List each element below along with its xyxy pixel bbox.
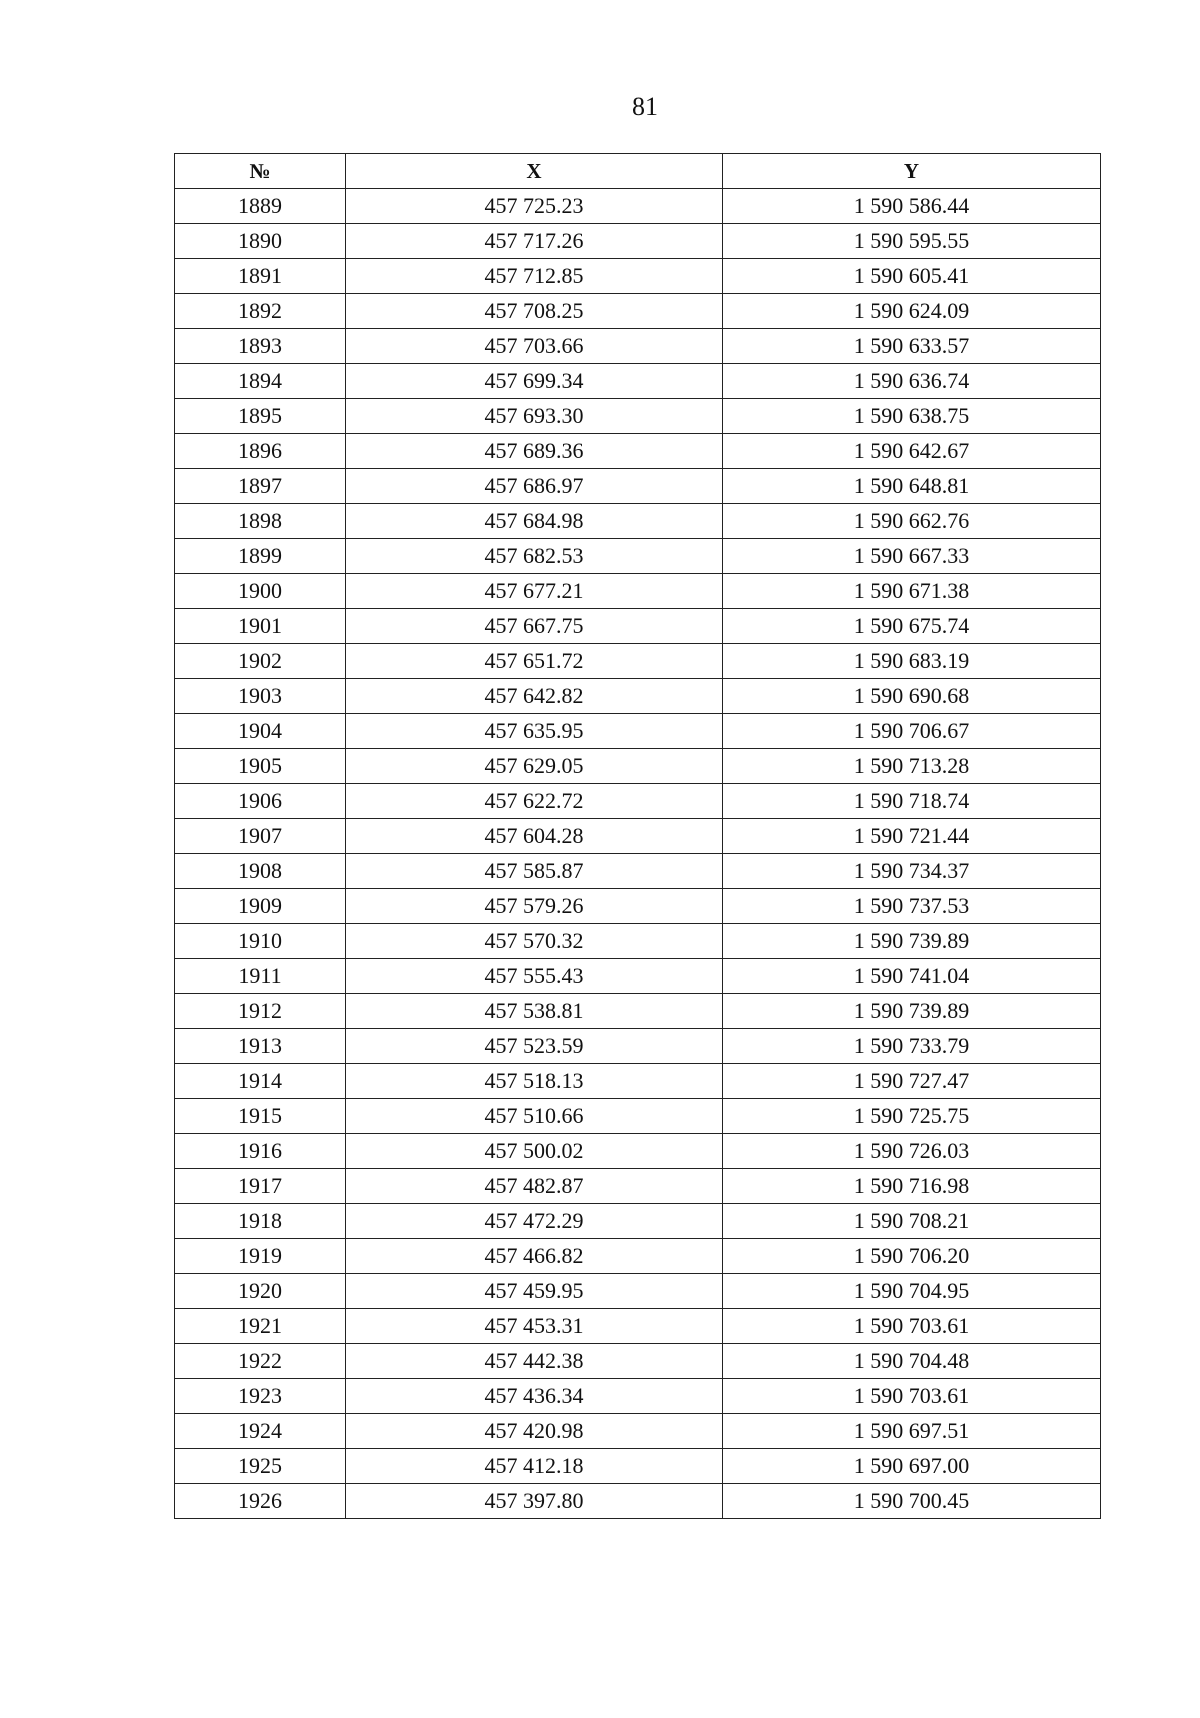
table-row (175, 644, 1101, 679)
cell-y: 1 590 706.20 (723, 1239, 1101, 1274)
column-header-y: Y (723, 154, 1101, 189)
cell-y: 1 590 675.74 (723, 609, 1101, 644)
cell-y: 1 590 595.55 (723, 224, 1101, 259)
cell-number: 1911 (175, 959, 346, 994)
cell-x: 457 622.72 (346, 784, 723, 819)
cell-number: 1918 (175, 1204, 346, 1239)
cell-y: 1 590 703.61 (723, 1379, 1101, 1414)
table-row (175, 714, 1101, 749)
cell-number: 1921 (175, 1309, 346, 1344)
cell-number: 1903 (175, 679, 346, 714)
cell-y: 1 590 624.09 (723, 294, 1101, 329)
table-row (175, 189, 1101, 224)
cell-y: 1 590 703.61 (723, 1309, 1101, 1344)
table-row (175, 854, 1101, 889)
cell-x: 457 689.36 (346, 434, 723, 469)
cell-x: 457 500.02 (346, 1134, 723, 1169)
cell-number: 1909 (175, 889, 346, 924)
cell-y: 1 590 718.74 (723, 784, 1101, 819)
cell-number: 1910 (175, 924, 346, 959)
table-row (175, 609, 1101, 644)
cell-number: 1914 (175, 1064, 346, 1099)
cell-x: 457 570.32 (346, 924, 723, 959)
table-row (175, 959, 1101, 994)
table-row (175, 749, 1101, 784)
cell-x: 457 482.87 (346, 1169, 723, 1204)
cell-x: 457 412.18 (346, 1449, 723, 1484)
table-row (175, 1274, 1101, 1309)
cell-y: 1 590 648.81 (723, 469, 1101, 504)
table-row (175, 784, 1101, 819)
cell-number: 1919 (175, 1239, 346, 1274)
table-row (175, 1344, 1101, 1379)
table-row (175, 1169, 1101, 1204)
table-row (175, 329, 1101, 364)
cell-y: 1 590 737.53 (723, 889, 1101, 924)
cell-number: 1922 (175, 1344, 346, 1379)
cell-number: 1905 (175, 749, 346, 784)
table-header-row (175, 154, 1101, 189)
table-row (175, 259, 1101, 294)
table-row (175, 539, 1101, 574)
cell-x: 457 682.53 (346, 539, 723, 574)
cell-number: 1920 (175, 1274, 346, 1309)
cell-y: 1 590 704.48 (723, 1344, 1101, 1379)
coordinates-table (174, 153, 1101, 1519)
cell-y: 1 590 721.44 (723, 819, 1101, 854)
table-row (175, 1134, 1101, 1169)
cell-x: 457 397.80 (346, 1484, 723, 1519)
cell-number: 1899 (175, 539, 346, 574)
cell-number: 1913 (175, 1029, 346, 1064)
cell-y: 1 590 716.98 (723, 1169, 1101, 1204)
table-row (175, 1414, 1101, 1449)
cell-x: 457 420.98 (346, 1414, 723, 1449)
cell-y: 1 590 662.76 (723, 504, 1101, 539)
cell-number: 1898 (175, 504, 346, 539)
cell-y: 1 590 667.33 (723, 539, 1101, 574)
cell-x: 457 651.72 (346, 644, 723, 679)
cell-number: 1891 (175, 259, 346, 294)
cell-number: 1915 (175, 1099, 346, 1134)
table-row (175, 679, 1101, 714)
table-row (175, 924, 1101, 959)
table-row (175, 1484, 1101, 1519)
cell-x: 457 604.28 (346, 819, 723, 854)
cell-number: 1893 (175, 329, 346, 364)
cell-number: 1924 (175, 1414, 346, 1449)
cell-y: 1 590 683.19 (723, 644, 1101, 679)
cell-number: 1904 (175, 714, 346, 749)
cell-number: 1889 (175, 189, 346, 224)
table-row (175, 1204, 1101, 1239)
cell-number: 1900 (175, 574, 346, 609)
cell-x: 457 712.85 (346, 259, 723, 294)
cell-x: 457 699.34 (346, 364, 723, 399)
cell-x: 457 708.25 (346, 294, 723, 329)
table-row (175, 399, 1101, 434)
cell-y: 1 590 741.04 (723, 959, 1101, 994)
cell-number: 1902 (175, 644, 346, 679)
cell-number: 1912 (175, 994, 346, 1029)
table-row (175, 434, 1101, 469)
cell-y: 1 590 739.89 (723, 924, 1101, 959)
cell-number: 1906 (175, 784, 346, 819)
table-row (175, 574, 1101, 609)
table-row (175, 469, 1101, 504)
cell-x: 457 629.05 (346, 749, 723, 784)
table-row (175, 294, 1101, 329)
cell-number: 1917 (175, 1169, 346, 1204)
cell-x: 457 436.34 (346, 1379, 723, 1414)
cell-x: 457 703.66 (346, 329, 723, 364)
cell-number: 1908 (175, 854, 346, 889)
cell-x: 457 635.95 (346, 714, 723, 749)
table-row (175, 819, 1101, 854)
cell-x: 457 684.98 (346, 504, 723, 539)
cell-y: 1 590 725.75 (723, 1099, 1101, 1134)
cell-y: 1 590 633.57 (723, 329, 1101, 364)
cell-number: 1894 (175, 364, 346, 399)
table-row (175, 1029, 1101, 1064)
cell-number: 1892 (175, 294, 346, 329)
cell-y: 1 590 713.28 (723, 749, 1101, 784)
table-row (175, 364, 1101, 399)
cell-number: 1925 (175, 1449, 346, 1484)
cell-y: 1 590 638.75 (723, 399, 1101, 434)
column-header-number: № (175, 154, 346, 189)
cell-y: 1 590 642.67 (723, 434, 1101, 469)
cell-x: 457 717.26 (346, 224, 723, 259)
table-body (175, 189, 1101, 1519)
cell-y: 1 590 726.03 (723, 1134, 1101, 1169)
cell-x: 457 442.38 (346, 1344, 723, 1379)
cell-x: 457 667.75 (346, 609, 723, 644)
cell-y: 1 590 727.47 (723, 1064, 1101, 1099)
cell-y: 1 590 704.95 (723, 1274, 1101, 1309)
table-row (175, 1379, 1101, 1414)
cell-number: 1907 (175, 819, 346, 854)
cell-x: 457 453.31 (346, 1309, 723, 1344)
cell-y: 1 590 690.68 (723, 679, 1101, 714)
table-row (175, 1449, 1101, 1484)
table-row (175, 1309, 1101, 1344)
cell-x: 457 518.13 (346, 1064, 723, 1099)
cell-number: 1896 (175, 434, 346, 469)
cell-y: 1 590 697.00 (723, 1449, 1101, 1484)
cell-y: 1 590 700.45 (723, 1484, 1101, 1519)
cell-number: 1897 (175, 469, 346, 504)
cell-number: 1923 (175, 1379, 346, 1414)
table-row (175, 1064, 1101, 1099)
cell-x: 457 585.87 (346, 854, 723, 889)
cell-y: 1 590 739.89 (723, 994, 1101, 1029)
table-row (175, 994, 1101, 1029)
cell-y: 1 590 706.67 (723, 714, 1101, 749)
cell-x: 457 579.26 (346, 889, 723, 924)
cell-x: 457 686.97 (346, 469, 723, 504)
table-row (175, 504, 1101, 539)
cell-y: 1 590 708.21 (723, 1204, 1101, 1239)
cell-y: 1 590 733.79 (723, 1029, 1101, 1064)
cell-y: 1 590 636.74 (723, 364, 1101, 399)
cell-x: 457 642.82 (346, 679, 723, 714)
cell-number: 1916 (175, 1134, 346, 1169)
page-number: 81 (632, 92, 658, 121)
cell-x: 457 555.43 (346, 959, 723, 994)
cell-x: 457 523.59 (346, 1029, 723, 1064)
cell-x: 457 538.81 (346, 994, 723, 1029)
cell-x: 457 472.29 (346, 1204, 723, 1239)
cell-x: 457 677.21 (346, 574, 723, 609)
table-row (175, 1099, 1101, 1134)
cell-number: 1926 (175, 1484, 346, 1519)
cell-x: 457 725.23 (346, 189, 723, 224)
cell-y: 1 590 605.41 (723, 259, 1101, 294)
cell-number: 1901 (175, 609, 346, 644)
cell-x: 457 693.30 (346, 399, 723, 434)
table-row (175, 224, 1101, 259)
cell-y: 1 590 697.51 (723, 1414, 1101, 1449)
table-row (175, 889, 1101, 924)
column-header-x: X (346, 154, 723, 189)
cell-number: 1890 (175, 224, 346, 259)
cell-x: 457 466.82 (346, 1239, 723, 1274)
cell-number: 1895 (175, 399, 346, 434)
cell-x: 457 510.66 (346, 1099, 723, 1134)
table-row (175, 1239, 1101, 1274)
cell-y: 1 590 734.37 (723, 854, 1101, 889)
cell-y: 1 590 586.44 (723, 189, 1101, 224)
cell-y: 1 590 671.38 (723, 574, 1101, 609)
cell-x: 457 459.95 (346, 1274, 723, 1309)
